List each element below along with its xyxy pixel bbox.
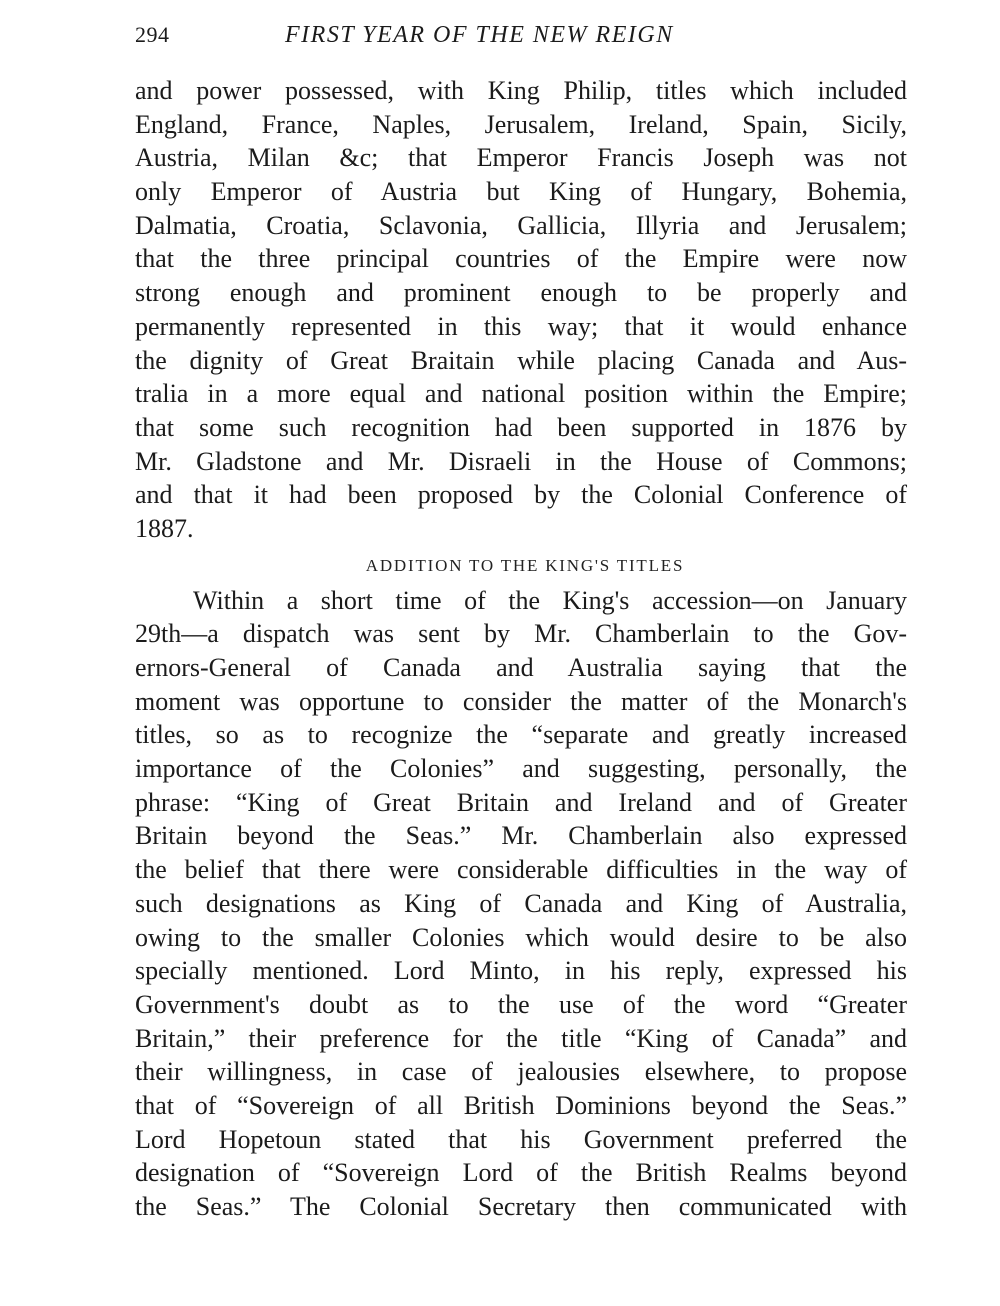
text-line: that the three principal countries of the Empire were now — [135, 244, 907, 274]
text-line: Britain,” their preference for the title “King of Canada” and — [135, 1023, 907, 1053]
text-line: the belief that there were considerable difficulties in the way of — [135, 855, 907, 885]
text-line: Dalmatia, Croatia, Sclavonia, Gallicia, Illyria and Jerusalem; — [135, 210, 907, 240]
text-line: that some such recognition had been supported in 1876 by — [135, 412, 907, 442]
text-line: their willingness, in case of jealousies elsewhere, to propose — [135, 1057, 907, 1087]
text-line: Within a short time of the King's accession—on January — [193, 585, 907, 615]
text-line: specially mentioned. Lord Minto, in his reply, expressed his — [135, 956, 907, 986]
text-line: the dignity of Great Braitain while placing Canada and Aus- — [135, 345, 907, 375]
text-line: titles, so as to recognize the “separate and greatly increased — [135, 720, 907, 750]
text-line: strong enough and prominent enough to be properly and — [135, 278, 907, 308]
text-line: Government's doubt as to the use of the word “Greater — [135, 989, 907, 1019]
page-number: 294 — [135, 22, 170, 47]
text-line: Britain beyond the Seas.” Mr. Chamberlain also expressed — [135, 821, 907, 851]
body-text — [135, 74, 907, 1224]
text-line: Mr. Gladstone and Mr. Disraeli in the House of Commons; — [135, 446, 907, 476]
text-line: such designations as King of Canada and King of Australia, — [135, 888, 907, 918]
text-line: 29th—a dispatch was sent by Mr. Chamberlain to the Gov- — [135, 619, 907, 649]
paragraph-1 — [135, 74, 907, 546]
running-head: FIRST YEAR OF THE NEW REIGN — [285, 22, 674, 48]
text-line: that of “Sovereign of all British Dominions beyond the Seas.” — [135, 1090, 907, 1120]
text-line: tralia in a more equal and national position within the Empire; — [135, 379, 907, 409]
text-line: and power possessed, with King Philip, titles which included — [135, 76, 907, 105]
text-line: 1887. — [135, 513, 194, 543]
text-line: and that it had been proposed by the Colonial Conference of — [135, 480, 907, 510]
text-line: moment was opportune to consider the matter of the Monarch's — [135, 686, 907, 716]
text-line: phrase: “King of Great Britain and Ireland and of Greater — [135, 787, 907, 817]
paragraph-2 — [135, 584, 907, 1224]
text-line: importance of the Colonies” and suggesting, personally, the — [135, 754, 907, 784]
text-line: Lord Hopetoun stated that his Government preferred the — [135, 1124, 907, 1154]
section-heading: ADDITION TO THE KING'S TITLES — [365, 555, 685, 575]
text-line: Austria, Milan &c; that Emperor Francis Joseph was not — [135, 143, 907, 173]
text-line: ernors-General of Canada and Australia saying that the — [135, 653, 907, 682]
text-line: England, France, Naples, Jerusalem, Ireland, Spain, Sicily, — [135, 109, 907, 139]
text-line: only Emperor of Austria but King of Hungary, Bohemia, — [135, 177, 907, 207]
page-header — [135, 22, 915, 52]
text-line: the Seas.” The Colonial Secretary then communicated with — [135, 1192, 907, 1221]
text-line: owing to the smaller Colonies which would desire to be also — [135, 922, 907, 952]
text-line: designation of “Sovereign Lord of the British Realms beyond — [135, 1158, 907, 1188]
text-line: permanently represented in this way; that it would enhance — [135, 311, 907, 341]
